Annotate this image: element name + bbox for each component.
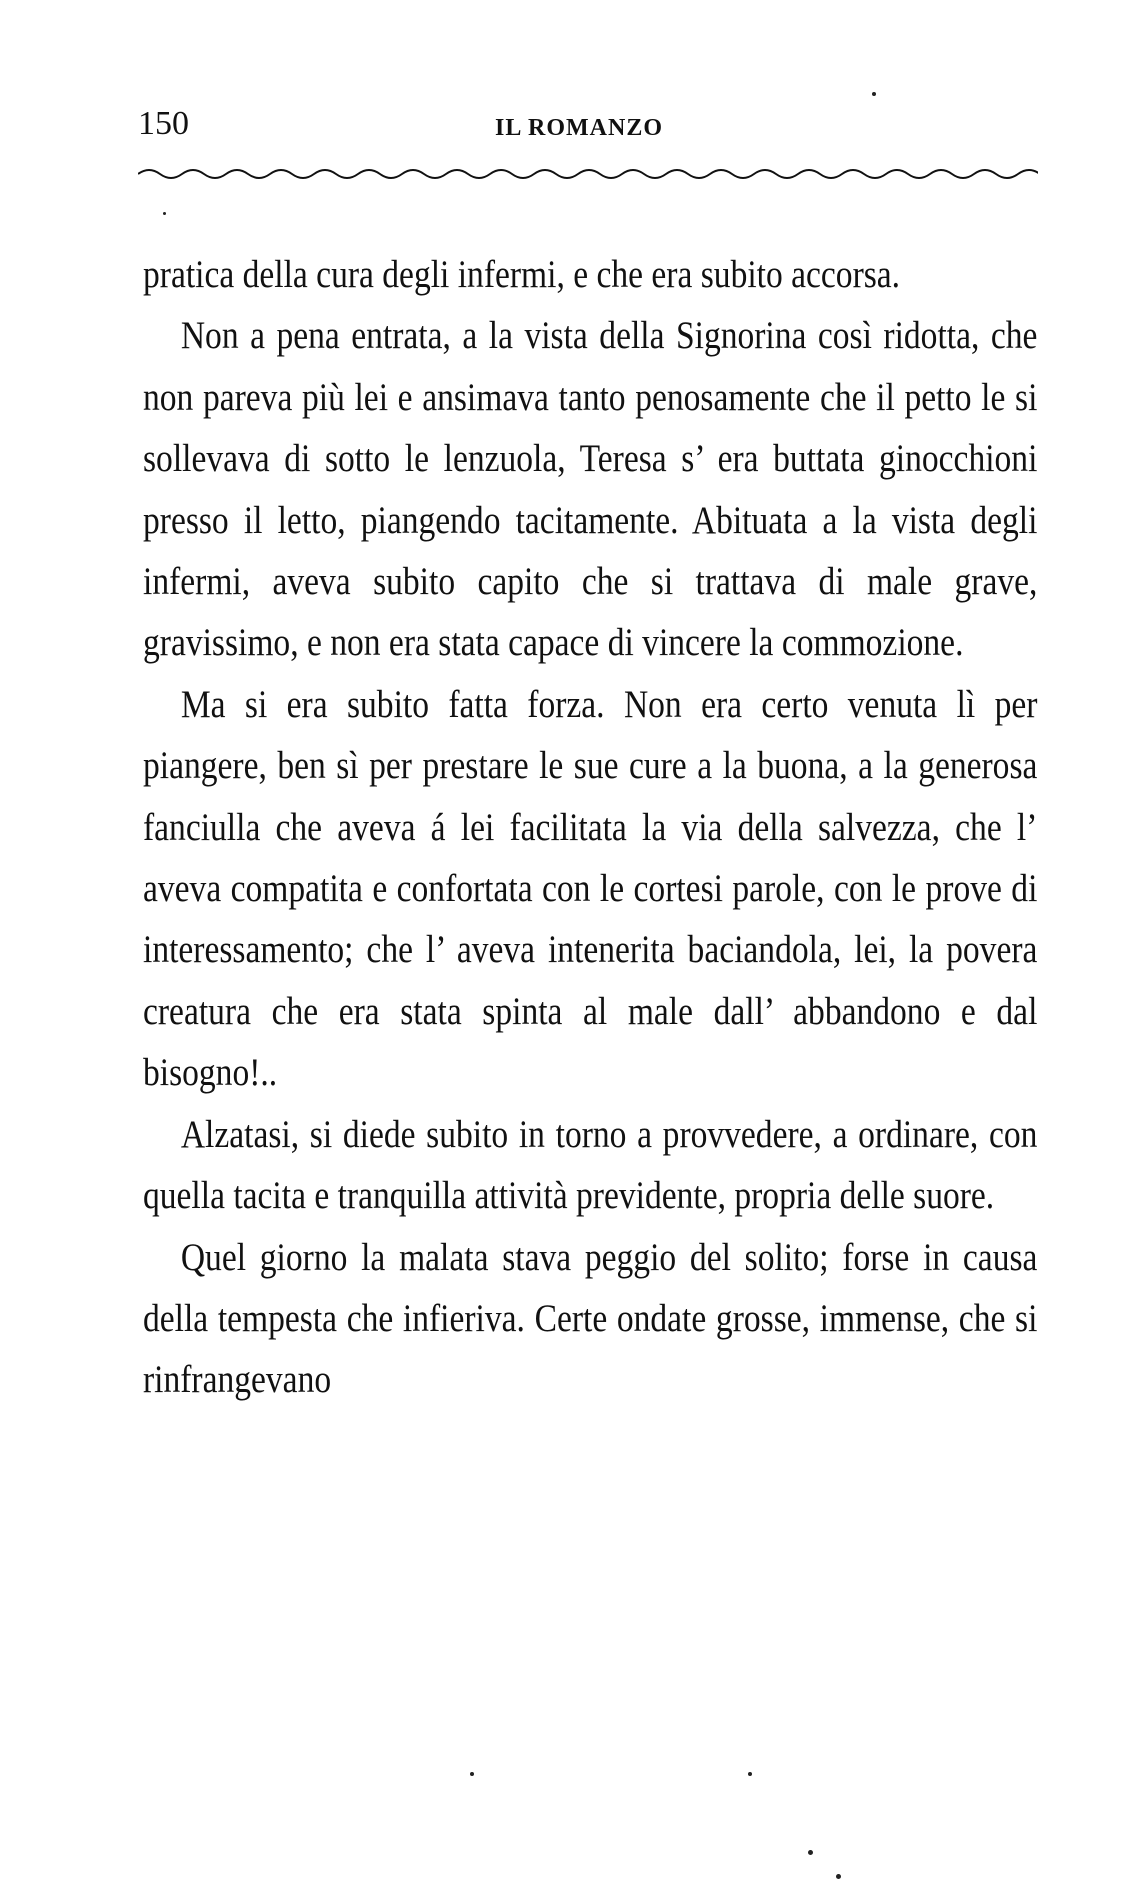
paragraph: Ma si era subito fatta forza. Non era certo venuta lì per piangere, ben sì per prestare le sue cure a la buona, a la generosa fanciulla che aveva á lei facilitata la via della salvezza, che l’ aveva compatita e confortata con le cortesi parole, con le prove di interessamento; che l’ aveva intenerita baciandola, lei, la povera creatura che era stata spinta al male dall’ abbandono e dal bisogno!.. — [143, 682, 1038, 1095]
ink-speck — [748, 1772, 752, 1776]
ink-speck — [470, 1772, 474, 1776]
paragraph: Alzatasi, si diede subito in torno a provvedere, a ordinare, con quella tacita e tranquilla attività previdente, propria delle suore. — [143, 1112, 1038, 1218]
ink-speck — [808, 1850, 813, 1855]
wavy-rule — [138, 162, 1038, 186]
paragraph: Quel giorno la malata stava peggio del solito; forse in causa della tempesta che infieriva. Certe ondate grosse, immense, che si rinfrangevano — [143, 1235, 1038, 1402]
running-title: IL ROMANZO — [495, 115, 664, 141]
ink-speck — [872, 92, 876, 96]
paragraph: Non a pena entrata, a la vista della Signorina così ridotta, che non pareva più lei e ansimava tanto penosamente che il petto le si sollevava di sotto le lenzuola, Teresa s’ era buttata ginocchioni presso il letto, piangendo tacitamente. Abituata a la vista degli infermi, aveva subito capito che si trattava di male grave, gravissimo, e non era stata capace di vincere la commozione. — [143, 314, 1038, 665]
page-number: 150 — [138, 105, 189, 142]
ink-speck — [163, 212, 166, 215]
paragraph: pratica della cura degli infermi, e che era subito accorsa. — [143, 253, 901, 296]
body-text — [143, 244, 1037, 1411]
page-header — [138, 105, 1038, 155]
ink-speck — [836, 1874, 841, 1879]
